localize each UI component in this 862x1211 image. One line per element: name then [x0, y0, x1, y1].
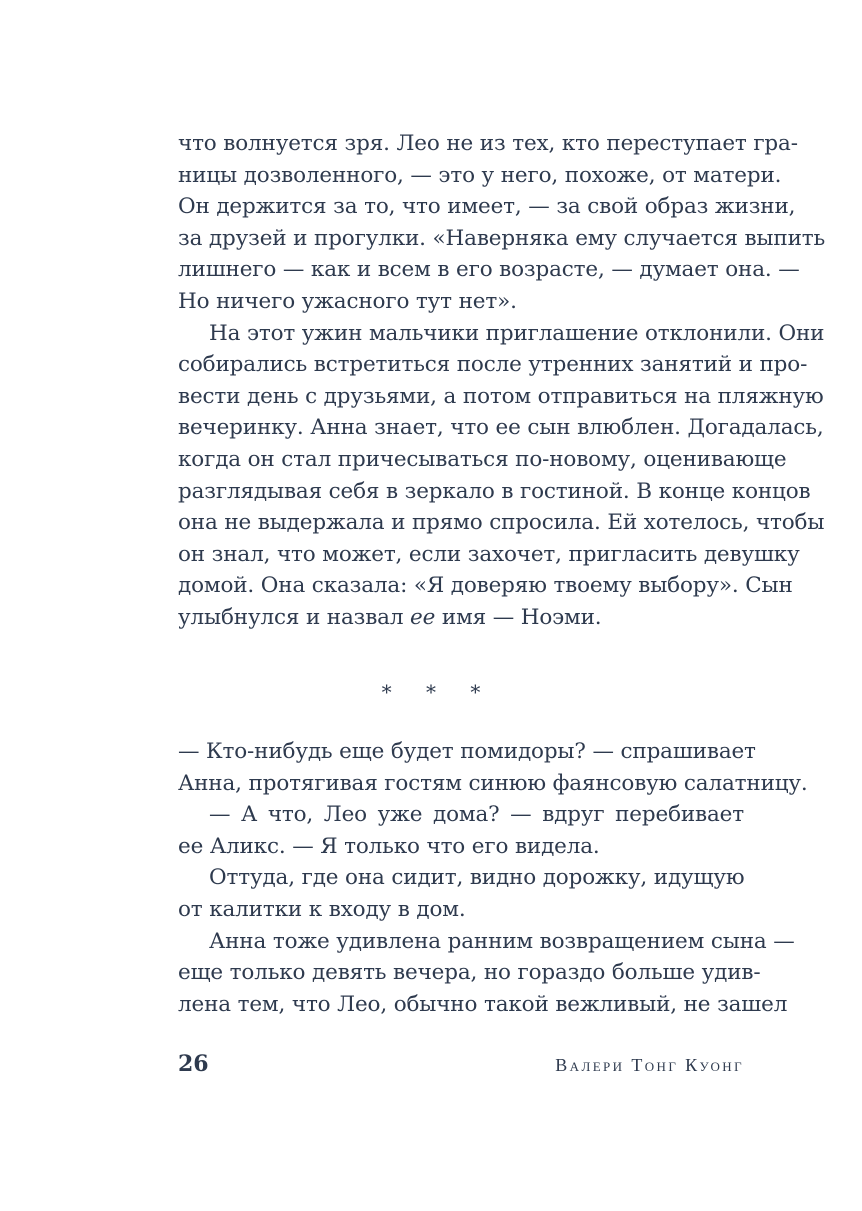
body-text-bottom — [178, 736, 808, 1020]
text-line: Он держится за то, что имеет, — за свой образ жизни, — [178, 194, 796, 220]
text-line: На этот ужин мальчики приглашение отклонили. Они — [209, 320, 825, 346]
text-line: еще только девять вечера, но гораздо больше удив- — [178, 960, 761, 986]
text-line: от калитки к входу в дом. — [178, 896, 466, 922]
running-footer-author: Валери Тонг Куонг — [555, 1055, 744, 1075]
text-line: — Кто-нибудь еще будет помидоры? — спрашивает — [178, 739, 756, 764]
text-line: Но ничего ужасного тут нет». — [178, 288, 517, 314]
text-line: Оттуда, где она сидит, видно дорожку, идущую — [209, 865, 745, 891]
text-line: Анна, протягивая гостям синюю фаянсовую салатницу. — [178, 770, 808, 796]
italic-word: ее — [410, 604, 436, 630]
text-line: вечеринку. Анна знает, что ее сын влюблен. Догадалась, — [178, 415, 824, 441]
text-line: — А что, Лео уже дома? — вдруг перебивает — [209, 802, 744, 828]
text-line: лена тем, что Лео, обычно такой вежливый, не зашел — [178, 991, 788, 1017]
body-text-top — [178, 128, 826, 634]
section-separator: * * * — [381, 680, 495, 704]
text-line: вести день с друзьями, а потом отправиться на пляжную — [178, 383, 824, 409]
text-line — [178, 602, 744, 634]
text-line: ее Аликс. — Я только что его видела. — [178, 833, 600, 859]
page-number: 26 — [178, 1051, 209, 1077]
text-line: она не выдержала и прямо спросила. Ей хотелось, чтобы — [178, 510, 825, 536]
text-line: разглядывая себя в зеркало в гостиной. В конце концов — [178, 478, 811, 504]
text-line: что волнуется зря. Лео не из тех, кто переступает гра- — [178, 131, 798, 156]
text-line: ницы дозволенного, — это у него, похоже, от матери. — [178, 162, 782, 188]
text-line: Анна тоже удивлена ранним возвращением сына — — [209, 928, 795, 954]
text-line: лишнего — как и всем в его возрасте, — думает она. — — [178, 257, 800, 283]
text-line: когда он стал причесываться по-новому, оценивающе — [178, 446, 787, 472]
text-run: имя — Ноэми. — [435, 604, 602, 630]
text-run: улыбнулся и назвал — [178, 604, 411, 630]
text-line: собирались встретиться после утренних занятий и про- — [178, 352, 808, 378]
text-line: он знал, что может, если захочет, пригласить девушку — [178, 541, 800, 567]
text-line: за друзей и прогулки. «Наверняка ему случается выпить — [178, 225, 826, 251]
text-line: домой. Она сказала: «Я доверяю твоему выбору». Сын — [178, 573, 793, 599]
